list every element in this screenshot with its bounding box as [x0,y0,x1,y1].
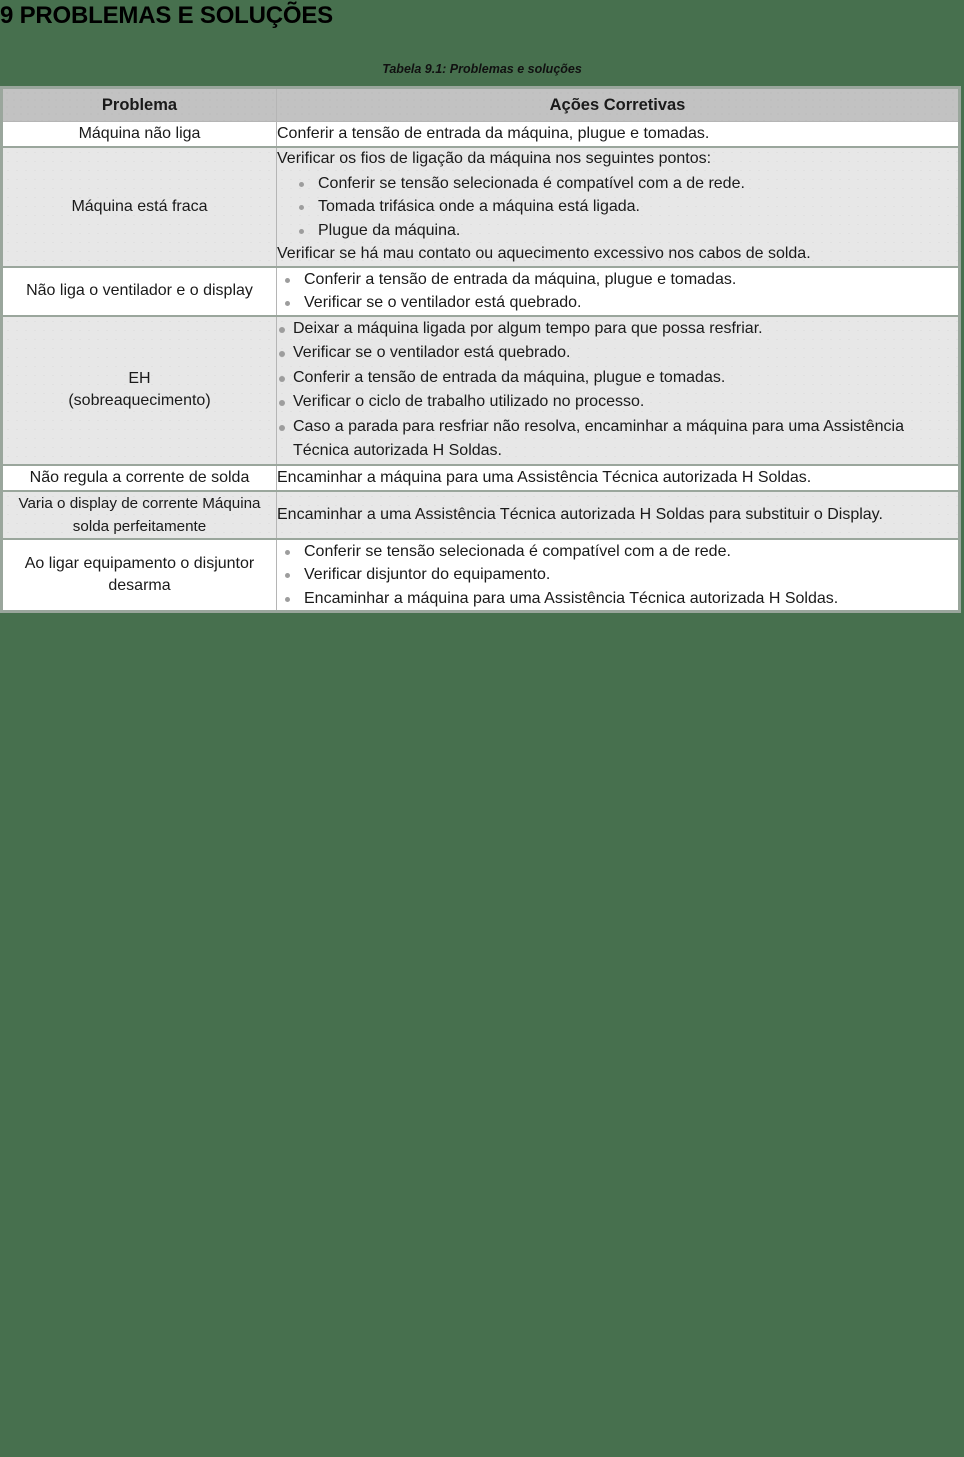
action-bullet-item: Conferir a tensão de entrada da máquina, plugue e tomadas. [277,268,958,292]
action-bullet-item: Encaminhar a máquina para uma Assistência Técnica autorizada H Soldas. [277,587,958,611]
table-row [2,465,960,491]
action-intro-text: Encaminhar a uma Assistência Técnica autorizada H Soldas para substituir o Display. [277,505,883,523]
cell-actions [277,539,960,612]
action-bullet-item: Verificar se o ventilador está quebrado. [277,291,958,315]
table-row [2,491,960,539]
action-intro-text: Conferir a tensão de entrada da máquina, plugue e tomadas. [277,125,710,142]
action-bullet-item: Deixar a máquina ligada por algum tempo para que possa resfriar. [277,317,958,342]
table-header-row [2,88,960,122]
column-header-problem: Problema [2,88,277,122]
action-bullet-list [277,268,958,315]
action-bullet-item: Verificar se o ventilador está quebrado. [277,341,958,366]
cell-problem: Máquina está fraca [2,147,277,267]
table-header [2,88,960,122]
action-bullet-item: Plugue da máquina. [291,219,958,243]
problems-and-solutions-table [0,86,961,613]
action-bullet-list [277,317,958,464]
table-row [2,539,960,612]
table-body [2,122,960,612]
cell-problem: Varia o display de corrente Máquina solda perfeitamente [2,491,277,539]
action-bullet-list [277,540,958,611]
action-bullet-item: Caso a parada para resfriar não resolva, encaminhar a máquina para uma Assistência Técnica autorizada H Soldas. [277,415,958,464]
cell-actions [277,465,960,491]
cell-problem: Máquina não liga [2,122,277,148]
action-bullet-item: Verificar disjuntor do equipamento. [277,563,958,587]
action-bullet-list [277,172,958,243]
action-bullet-item: Verificar o ciclo de trabalho utilizado no processo. [277,390,958,415]
table-row [2,316,960,465]
cell-actions [277,491,960,539]
cell-problem: EH (sobreaquecimento) [2,316,277,465]
action-outro-text: Verificar se há mau contato ou aquecimento excessivo nos cabos de solda. [277,245,811,262]
action-bullet-item: Conferir a tensão de entrada da máquina, plugue e tomadas. [277,366,958,391]
cell-problem: Não regula a corrente de solda [2,465,277,491]
cell-actions [277,147,960,267]
table-row [2,122,960,148]
table-row [2,147,960,267]
cell-actions [277,316,960,465]
action-intro-text: Encaminhar a máquina para uma Assistência Técnica autorizada H Soldas. [277,468,812,486]
action-bullet-item: Conferir se tensão selecionada é compatível com a de rede. [291,172,958,196]
table-row [2,267,960,316]
column-header-actions: Ações Corretivas [277,88,960,122]
table-caption: Tabela 9.1: Problemas e soluções [382,62,582,76]
action-bullet-item: Tomada trifásica onde a máquina está ligada. [291,195,958,219]
cell-problem: Não liga o ventilador e o display [2,267,277,316]
page-title: 9 PROBLEMAS E SOLUÇÕES [0,2,333,29]
cell-actions [277,122,960,148]
cell-problem: Ao ligar equipamento o disjuntor desarma [2,539,277,612]
cell-actions [277,267,960,316]
action-intro-text: Verificar os fios de ligação da máquina nos seguintes pontos: [277,150,712,167]
action-bullet-item: Conferir se tensão selecionada é compatível com a de rede. [277,540,958,564]
problems-table-container [0,86,958,613]
